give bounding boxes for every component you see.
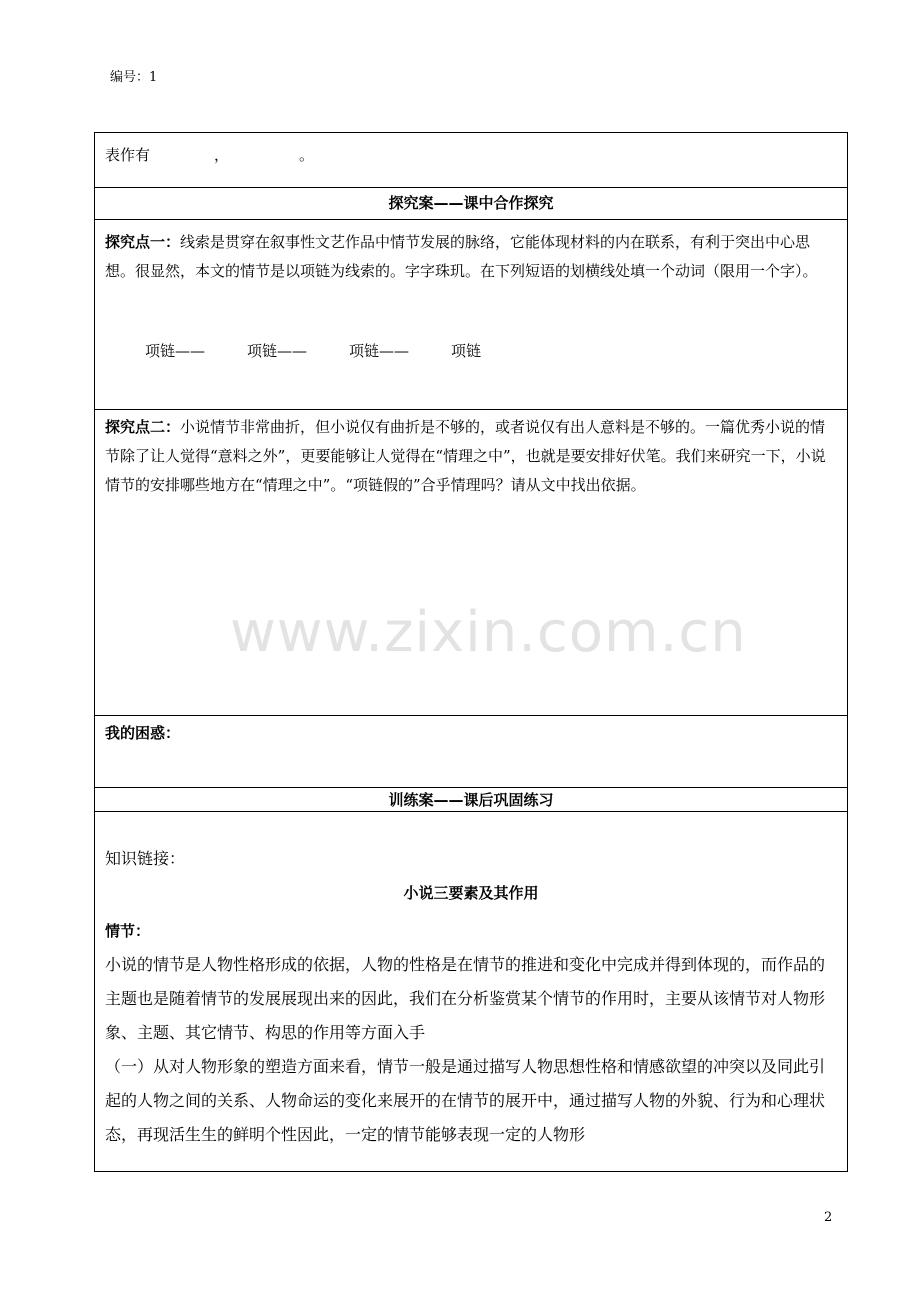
top-row-period: 。 bbox=[299, 146, 315, 164]
chain-item: 项链 bbox=[451, 342, 482, 360]
training-section-title: 训练案——课后巩固练习 bbox=[388, 791, 554, 809]
top-row bbox=[95, 133, 847, 187]
plot-paragraph-2: （一）从对人物形象的塑造方面来看，情节一般是通过描写人物思想性格和情感欲望的冲突以及同此引起的人物之间的关系、人物命运的变化来展开的在情节的展开中，通过描写人物的外貌、行为和心理状态，再现活生生的鲜明个性因此，一定的情节能够表现一定的人物形 bbox=[105, 1057, 826, 1144]
confusion-label: 我的困惑： bbox=[105, 724, 181, 742]
inquiry-section-title: 探究案——课中合作探究 bbox=[388, 194, 554, 212]
chain-item[interactable]: 项链—— bbox=[247, 342, 308, 360]
point2-text: 小说情节非常曲折，但小说仅有曲折是不够的，或者说仅有出人意料是不够的。一篇优秀小说的情节除了让人觉得“意料之外”，更要能够让人觉得在“情理之中”，也就是要安排好伏笔。我们来研究一下，小说情节的安排哪些地方在“情理之中”。“项链假的”合乎情理吗？请从文中找出依据。 bbox=[105, 418, 826, 494]
top-row-text: 表作有 bbox=[105, 146, 151, 164]
three-elements-subtitle: 小说三要素及其作用 bbox=[403, 884, 539, 902]
point1-label: 探究点一： bbox=[105, 233, 181, 251]
knowledge-link-label: 知识链接： bbox=[105, 849, 186, 868]
confusion-row bbox=[95, 715, 847, 787]
confusion-input-area[interactable] bbox=[95, 750, 847, 787]
worksheet-table bbox=[94, 132, 848, 1172]
point2-label: 探究点二： bbox=[105, 418, 181, 436]
inquiry-point-1 bbox=[95, 219, 847, 409]
document-number: 编号：1 bbox=[110, 70, 158, 85]
chain-item[interactable]: 项链—— bbox=[145, 342, 206, 360]
watermark: www.zixin.com.cn bbox=[230, 600, 747, 665]
inquiry-title-row bbox=[95, 187, 847, 219]
answer-area[interactable] bbox=[95, 510, 847, 715]
necklace-chain bbox=[135, 337, 533, 366]
training-content bbox=[95, 811, 847, 1172]
top-row-comma: ， bbox=[214, 146, 230, 164]
inquiry-point-2 bbox=[95, 409, 847, 715]
point1-text: 线索是贯穿在叙事性文艺作品中情节发展的脉络，它能体现材料的内在联系，有利于突出中心思想。很显然，本文的情节是以项链为线索的。字字珠玑。在下列短语的划横线处填一个动词（限用一个字）。 bbox=[105, 233, 818, 280]
chain-item[interactable]: 项链—— bbox=[349, 342, 410, 360]
plot-paragraph-1: 小说的情节是人物性格形成的依据，人物的性格是在情节的推进和变化中完成并得到体现的，而作品的主题也是随着情节的发展展现出来的因此，我们在分析鉴赏某个情节的作用时，主要从该情节对人物形象、主题、其它情节、构思的作用等方面入手 bbox=[105, 955, 826, 1042]
page-number: 2 bbox=[824, 1210, 833, 1225]
training-title-row bbox=[95, 787, 847, 811]
plot-label: 情节： bbox=[105, 922, 151, 940]
